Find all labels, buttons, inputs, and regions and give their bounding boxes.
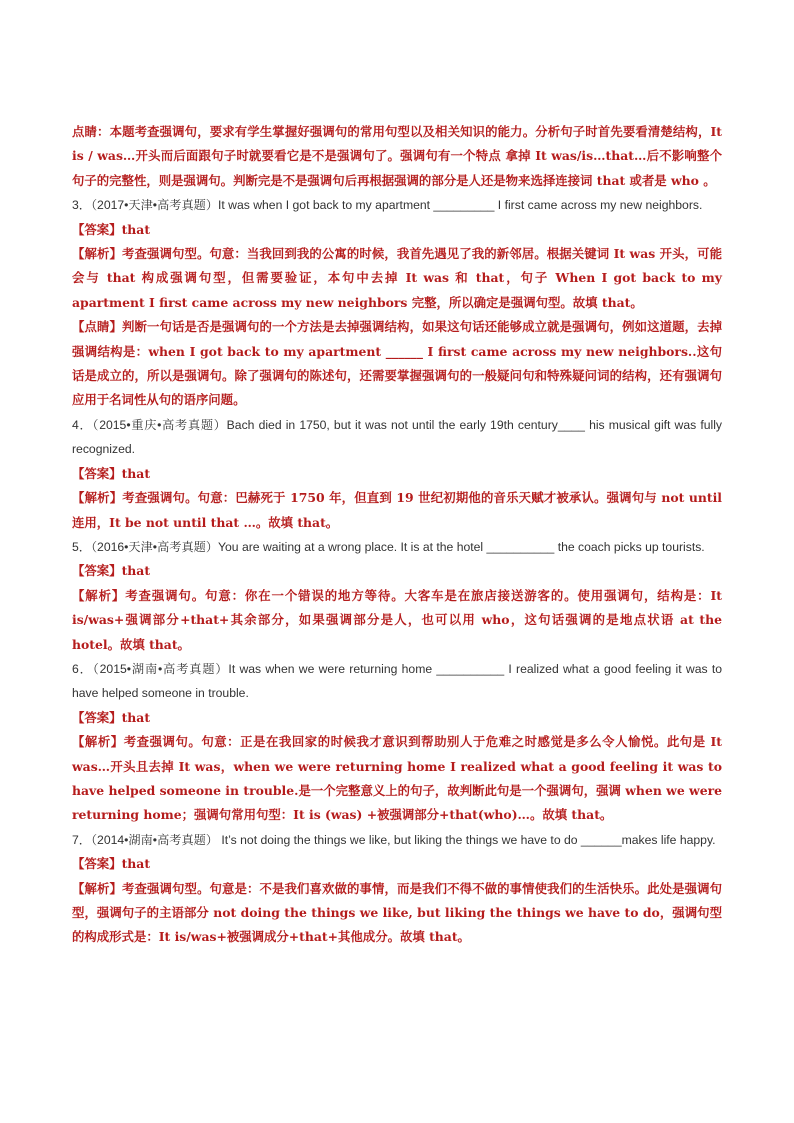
question-4: 4．（2015•重庆•高考真题）Bach died in 1750, but it was not until the early 19th century____ his musical gift was fully recognized. xyxy=(72,417,722,457)
question-3: 3．（2017•天津•高考真题）It was when I got back to my apartment _________ I first came across my new neighbors. xyxy=(72,198,703,213)
answer-5: 【答案】that xyxy=(72,563,151,579)
analysis-3: 【解析】考查强调句型。句意：当我回到我的公寓的时候，我首先遇见了我的新邻居。根据关键词 It was 开头，可能会与 that 构成强调句型，但需要验证，本句中去掉 It was 和 that，句子 When I got back to my apartment I first came across my new neighbors 完整，所以确定是强调句型。故填 that。 xyxy=(72,246,723,310)
analysis-4: 【解析】考查强调句。句意：巴赫死于 1750 年，但直到 19 世纪初期他的音乐天赋才被承认。强调句与 not until 连用，It be not until that …。故填 that。 xyxy=(72,490,722,530)
document-page xyxy=(72,120,722,950)
answer-7: 【答案】that xyxy=(72,856,151,872)
analysis-6: 【解析】考查强调句。句意：正是在我回家的时候我才意识到帮助别人于危难之时感觉是多么令人愉悦。此句是 It was…开头且去掉 It was，when we were returning home I realized what a good feeling it was to have helped someone in trouble.是一个完整意义上的句子，故判断此句是一个强调句，强调 when we were returning home；强调句常用句型：It is (was) +被强调部分+that(who)…。故填 that。 xyxy=(72,734,722,823)
question-5: 5．（2016•天津•高考真题）You are waiting at a wrong place. It is at the hotel __________ the coach picks up tourists. xyxy=(72,539,705,554)
analysis-7: 【解析】考查强调句型。句意是：不是我们喜欢做的事情，而是我们不得不做的事情使我们的生活快乐。此处是强调句型，强调句子的主语部分 not doing the things we like, but liking the things we have to do，强调句型的构成形式是：It is/was+被强调成分+that+其他成分。故填 that。 xyxy=(72,880,723,945)
answer-3: 【答案】that xyxy=(72,221,151,237)
question-6: 6．（2015•湖南•高考真题）It was when we were returning home __________ I realized what a good feeling it was to have helped someone in trouble. xyxy=(72,661,722,701)
answer-6: 【答案】that xyxy=(72,709,151,725)
answer-4: 【答案】that xyxy=(72,465,151,481)
question-7: 7．（2014•湖南•高考真题） It’s not doing the things we like, but liking the things we have to do ______makes life happy. xyxy=(72,832,716,847)
dianjing-3: 【点睛】判断一句话是否是强调句的一个方法是去掉强调结构，如果这句话还能够成立就是强调句，例如这道题，去掉强调结构是：when I got back to my apartment ______ I first came across my new neighbors..这句话是成立的，所以是强调句。除了强调句的陈述句，还需要掌握强调句的一般疑问句和特殊疑问词的结构，还有强调句应用于名词性从句的语序问题。 xyxy=(72,319,723,408)
dianjing-note: 点睛：本题考查强调句，要求有学生掌握好强调句的常用句型以及相关知识的能力。分析句子时首先要看清楚结构，It is / was…开头而后面跟句子时就要看它是不是强调句了。强调句有一个特点 拿掉 It was/is…that…后不影响整个句子的完整性，则是强调句。判断完是不是强调句后再根据强调的部分是人还是物来选择连接词 that 或者是 who 。 xyxy=(72,124,722,188)
analysis-5: 【解析】考查强调句。句意：你在一个错误的地方等待。大客车是在旅店接送游客的。使用强调句，结构是：It is/was+强调部分+that+其余部分，如果强调部分是人，也可以用 who，这句话强调的是地点状语 at the hotel。故填 that。 xyxy=(72,587,723,652)
